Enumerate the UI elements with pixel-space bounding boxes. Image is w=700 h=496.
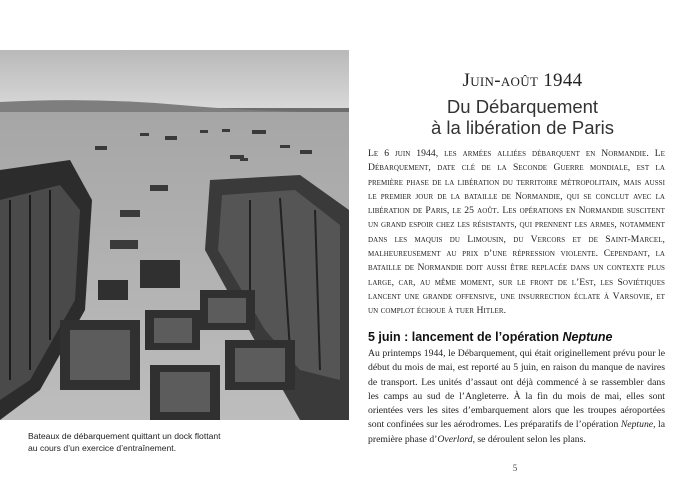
intro-paragraph: Le 6 juin 1944, les armées alliées débarquent en Normandie. Le Débarquement, date clé de la Seconde Guerre mondiale, est la première phase de la libération du territoire métropolitain, mais aussi le premier jour de la bataille de Normandie, qui se conclut avec la libération de Paris, le 25 août. Les opérations en Normandie suscitent un grand espoir chez les résistants, qui prennent les armes, notamment dans les maquis du Limousin, du Vercors et de Saint-Marcel, malheureusement au prix d’une répression violente. Cependant, la bataille de Normandie doit aussi être replacée dans un contexte plus large, car, au même moment, sur le front de l’Est, les Soviétiques lancent une grande offensive, une insurrection éclate à Varsovie, et un complot échoue à tuer Hitler. (368, 148, 665, 317)
section-body-part-1: Au printemps 1944, le Débarquement, qui était originellement prévu pour le début du mois de mai, est reporté au 5 juin, en raison du manque de navires de transport. Les unités d’assaut ont déjà commencé à se rassembler dans les camps au sud de l’Angleterre. À la fin du mois de mai, elles sont orientées vers les sites d’embarquement alors que les troupes aéroportées sont confinées sur les aérodromes. Les préparatifs de l’opération (368, 348, 665, 431)
chapter-subtitle (380, 96, 665, 138)
landing-craft-photo (0, 50, 349, 420)
section-body-part-3: , se déroulent selon les plans. (472, 433, 586, 445)
photo-illustration (0, 50, 349, 420)
page-number: 5 (512, 463, 518, 473)
caption-line-1: Bateaux de débarquement quittant un dock flottant (28, 431, 221, 441)
section-heading-emphasis: Neptune (562, 330, 613, 344)
section-body-emphasis-2: Overlord (437, 433, 473, 445)
section-body-emphasis-1: Neptune (620, 419, 654, 431)
photo-caption (28, 430, 328, 454)
section-heading (368, 330, 668, 344)
chapter-title: Juin-août 1944 (462, 70, 583, 91)
subtitle-line-1: Du Débarquement (446, 96, 599, 117)
caption-line-2: au cours d’un exercice d’entraînement. (28, 443, 177, 453)
subtitle-line-2: à la libération de Paris (430, 117, 615, 138)
section-heading-prefix: 5 juin : lancement de l’opération (368, 330, 563, 344)
section-body (368, 347, 665, 447)
section-body-part-2: , la première phase d’ (368, 419, 665, 445)
